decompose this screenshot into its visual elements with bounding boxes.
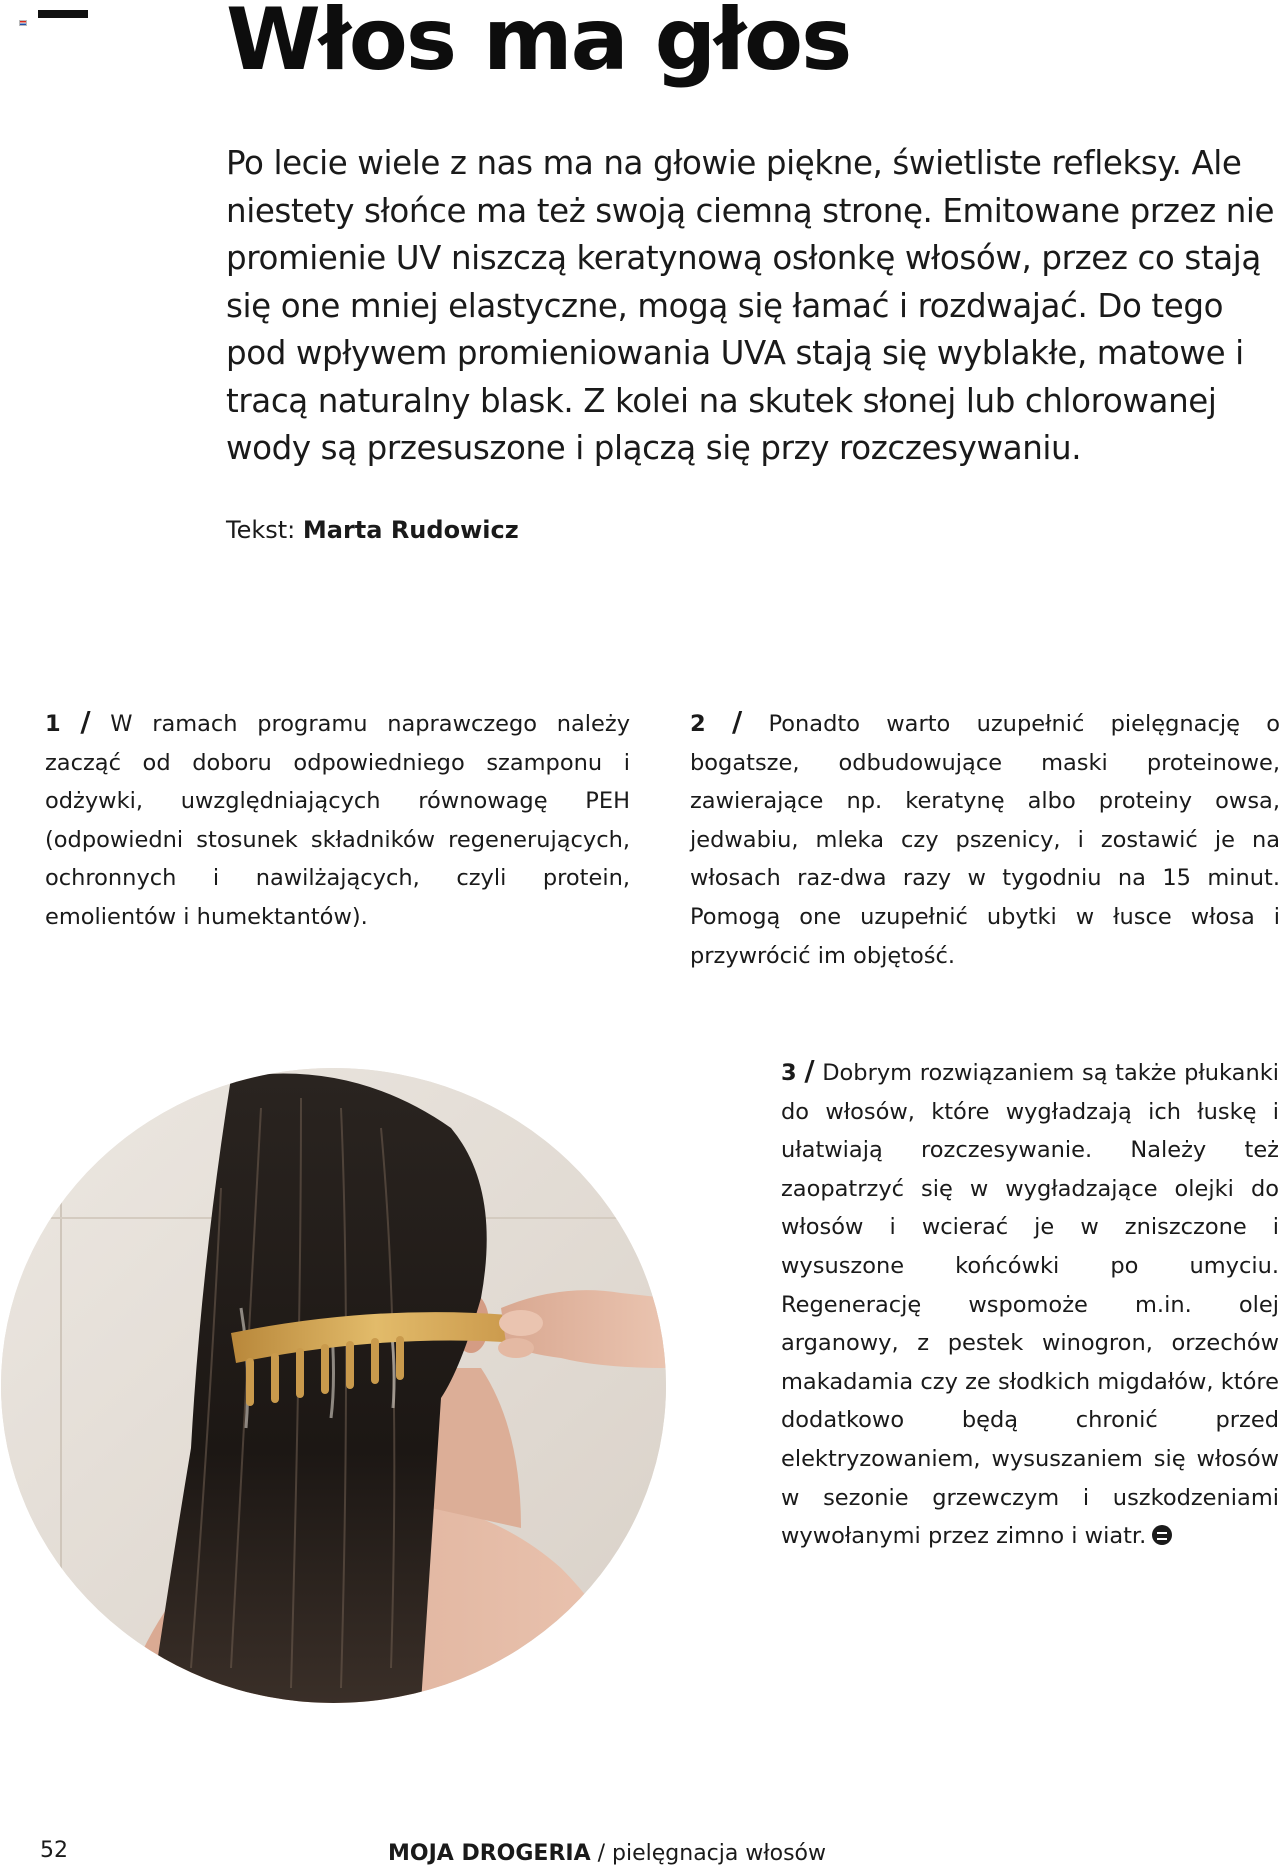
tip-text: Dobrym rozwiązaniem są także płukanki do włosów, które wygładzają ich łuskę i ułatwiają rozczesywanie. Należy też zaopatrzyć się w wygładzające olejki do włosów i wcierać je w zniszczone i wysuszone końcówki po umyciu. Regenerację wspomoże m.in. olej arganowy, z pestek winogron, orzechów makadamia czy ze słodkich migdałów, które dodatkowo będą chronić przed elektryzowaniem, wysuszaniem się włosów w sezonie grzewczym i uszkodzeniami wywołanymi przez zimno i wiatr. [781,1060,1280,1550]
tip-number: 1 [45,711,61,737]
footer-separator: / [597,1841,606,1866]
byline [226,516,519,544]
lead-paragraph: Po lecie wiele z nas ma na głowie piękne, świetliste refleksy. Ale niestety słońce ma też swoją ciemną stronę. Emitowane przez nie promienie UV niszczą keratynową osłonkę włosów, przez co stają się one mniej elastyczne, mogą się łamać i rozdwajać. Do tego pod wpływem promieniowania UVA stają się wyblakłe, matowe i tracą naturalny blask. Z kolei na skutek słonej lub chlorowanej wody są przesuszone i plączą się przy rozczesywaniu. [226,144,1275,467]
tip-number: 3 [781,1060,797,1086]
byline-label: Tekst: [226,516,296,544]
tip-text: Ponadto warto uzupełnić pielęgnację o bogatsze, odbudowujące maski proteinowe, zawierające np. keratynę albo proteiny owsa, jedwabiu, mleka czy pszenicy, i zostawić je na włosach raz-dwa razy w tygodniu na 15 minut. Pomogą one uzupełnić ubytki w łusce włosa i przywrócić im objętość. [690,711,1280,969]
running-footer [388,1841,826,1866]
tip-separator: / [80,705,91,738]
tip-text: W ramach programu naprawczego należy zacząć od doboru odpowiedniego szamponu i odżywki, uwzględniających równowagę PEH (odpowiedni stosunek składników regenerujących, ochronnych i nawilżających, czyli protein, emolientów i humektantów). [45,711,631,930]
footer-brand: MOJA DROGERIA [388,1841,591,1866]
tip-number: 2 [690,711,706,737]
byline-author: Marta Rudowicz [302,516,519,544]
tip-2 [690,703,1280,975]
tip-3 [781,1052,1279,1556]
tip-separator: / [731,705,743,738]
page-title: Włos ma głos [226,0,851,90]
tip-separator: / [804,1054,815,1087]
tip-1 [45,703,630,937]
hair-combing-photo [1,1068,666,1703]
flag-icon [19,20,27,26]
footer-section: pielęgnacja włosów [612,1841,826,1866]
article-end-icon [1152,1525,1172,1545]
page-number: 52 [40,1838,68,1863]
section-marker-bar [38,10,88,18]
